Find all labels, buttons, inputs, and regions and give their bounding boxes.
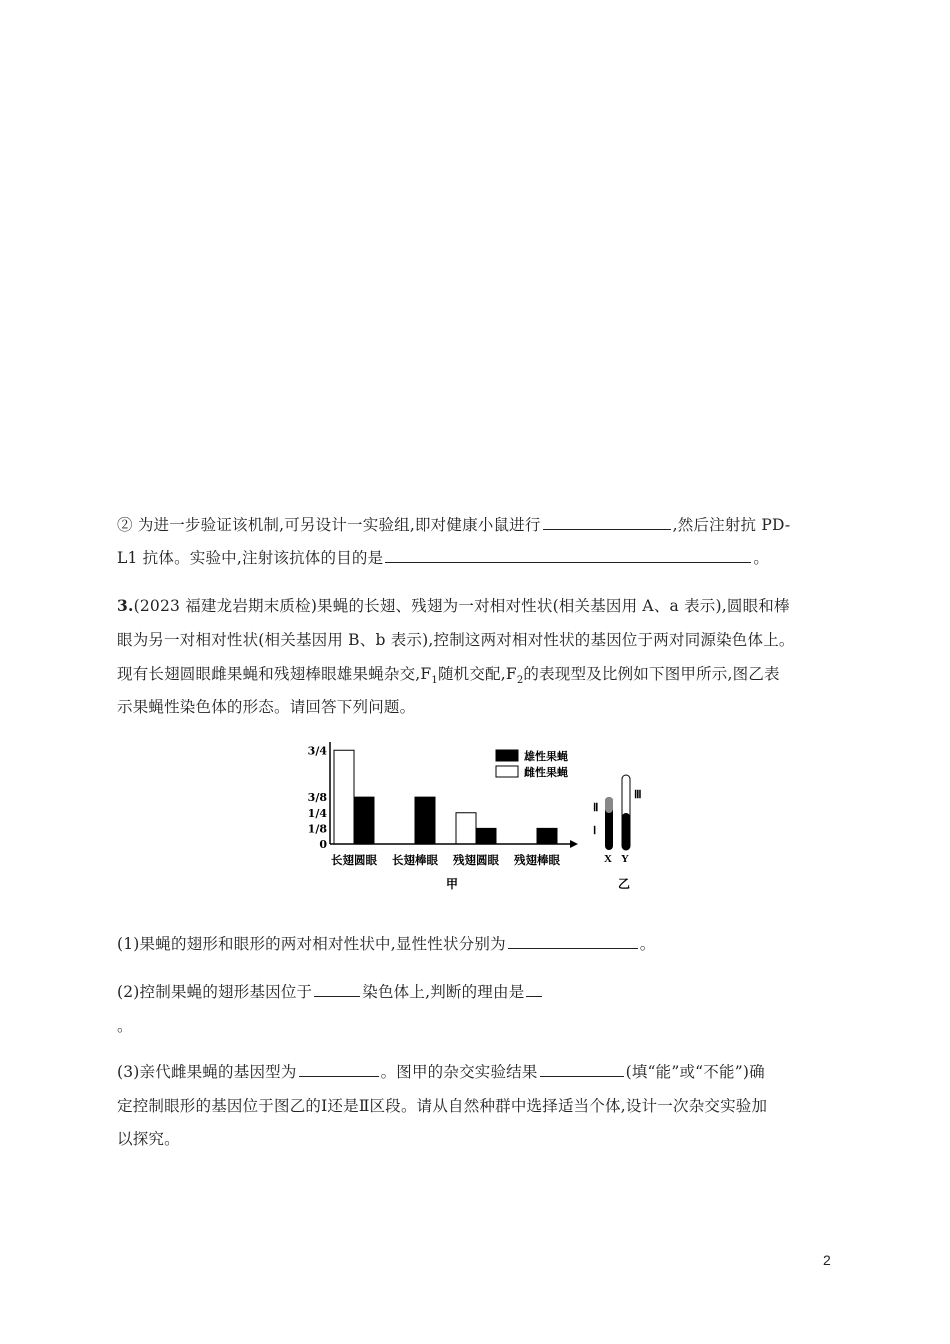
sub3-line1 (117, 1060, 765, 1082)
chromosome-x-segment-ii (605, 797, 613, 813)
legend-swatch-female (496, 766, 518, 777)
sub3-line2 (117, 1094, 767, 1116)
q2-step2-line2 (117, 546, 769, 568)
answer-blank[interactable] (385, 547, 751, 563)
q3-line3 (117, 662, 780, 686)
answer-blank[interactable] (508, 933, 638, 949)
bar-male (354, 797, 374, 844)
legend-label-male: 雄性果蝇 (524, 750, 568, 763)
text: 以探究。 (117, 1130, 180, 1148)
q3-line1 (117, 594, 790, 616)
x-tick-label: 长翅圆眼 (331, 853, 377, 867)
answer-blank[interactable] (540, 1061, 624, 1077)
text: 随机交配,F (437, 665, 517, 683)
q2-step2-line1 (117, 513, 790, 535)
sub2-line2 (117, 1014, 133, 1036)
text: ② 为进一步验证该机制,可另设计一实验组,即对健康小鼠进行 (117, 516, 541, 534)
answer-blank[interactable] (526, 981, 542, 997)
x-labels (331, 853, 560, 867)
y-tick-label: 1/8 (307, 822, 327, 836)
text: (3)亲代雌果蝇的基因型为 (117, 1063, 297, 1081)
text: (2)控制果蝇的翅形基因位于 (117, 983, 313, 1001)
text: (填“能”或“不能”)确 (625, 1063, 765, 1081)
sex-chromosome-diagram (593, 775, 642, 891)
bar-male (537, 828, 557, 844)
text: 现有长翅圆眼雌果蝇和残翅棒眼雄果蝇杂交,F (117, 665, 432, 683)
text: 。 (639, 935, 656, 953)
bar-group (334, 750, 557, 844)
caption-jia: 甲 (446, 877, 459, 891)
label-x: X (604, 853, 612, 865)
legend-label-female: 雌性果蝇 (524, 766, 568, 779)
x-axis-arrow (570, 840, 578, 848)
text: 染色体上,判断的理由是 (362, 983, 525, 1001)
subscript: 2 (516, 675, 524, 687)
text: 定控制眼形的基因位于图乙的Ⅰ还是Ⅱ区段。请从自然种群中选择适当个体,设计一次杂交实验加 (117, 1097, 768, 1115)
bar-female (334, 750, 354, 844)
x-tick-label: 残翅圆眼 (453, 853, 499, 867)
y-tick-label: 3/4 (307, 744, 327, 758)
text: L1 抗体。实验中,注射该抗体的目的是 (117, 549, 384, 567)
chromosome-y-segment-i (622, 813, 630, 850)
text: 。 (117, 1017, 133, 1035)
question-number: 3. (117, 596, 134, 615)
bar-male (415, 797, 435, 844)
y-tick-label: 1/4 (307, 806, 327, 820)
x-tick-label: 长翅棒眼 (392, 853, 438, 867)
label-segment-ii: Ⅱ (593, 802, 599, 814)
text: 眼为另一对相对性状(相关基因用 B、b 表示),控制这两对相对性状的基因位于两对同源染色体上。 (117, 631, 795, 649)
answer-blank[interactable] (543, 514, 671, 530)
subscript: 1 (431, 675, 438, 687)
figure-jia-yi (300, 738, 660, 898)
text: (1)果蝇的翅形和眼形的两对相对性状中,显性性状分别为 (117, 935, 506, 953)
x-tick-label: 残翅棒眼 (514, 853, 560, 867)
q3-line4 (117, 695, 415, 717)
legend-swatch-male (496, 750, 518, 761)
sub1 (117, 932, 656, 954)
label-segment-i: Ⅰ (593, 825, 597, 837)
q3-line2 (117, 628, 795, 650)
y-tick-label: 3/8 (307, 791, 327, 805)
text: 。 (753, 549, 770, 567)
answer-blank[interactable] (314, 981, 360, 997)
text: 示果蝇性染色体的形态。请回答下列问题。 (117, 698, 416, 716)
page-number: 2 (823, 1252, 831, 1268)
bar-male (476, 828, 496, 844)
label-segment-iii: Ⅲ (634, 789, 642, 801)
text: (2023 福建龙岩期末质检)果蝇的长翅、残翅为一对相对性状(相关基因用 A、a 表示),圆眼和棒 (133, 597, 790, 615)
caption-yi: 乙 (618, 877, 631, 891)
text: 。图甲的杂交实验结果 (380, 1063, 538, 1081)
answer-blank[interactable] (299, 1061, 379, 1077)
label-y: Y (621, 853, 629, 865)
y-ticks (308, 744, 328, 851)
y-tick-label: 0 (319, 838, 327, 851)
sub3-line3 (117, 1127, 180, 1149)
text: ,然后注射抗 PD- (672, 516, 791, 534)
bar-female (456, 813, 476, 844)
sub2-line1 (117, 980, 544, 1002)
text: 的表现型及比例如下图甲所示,图乙表 (523, 665, 780, 683)
